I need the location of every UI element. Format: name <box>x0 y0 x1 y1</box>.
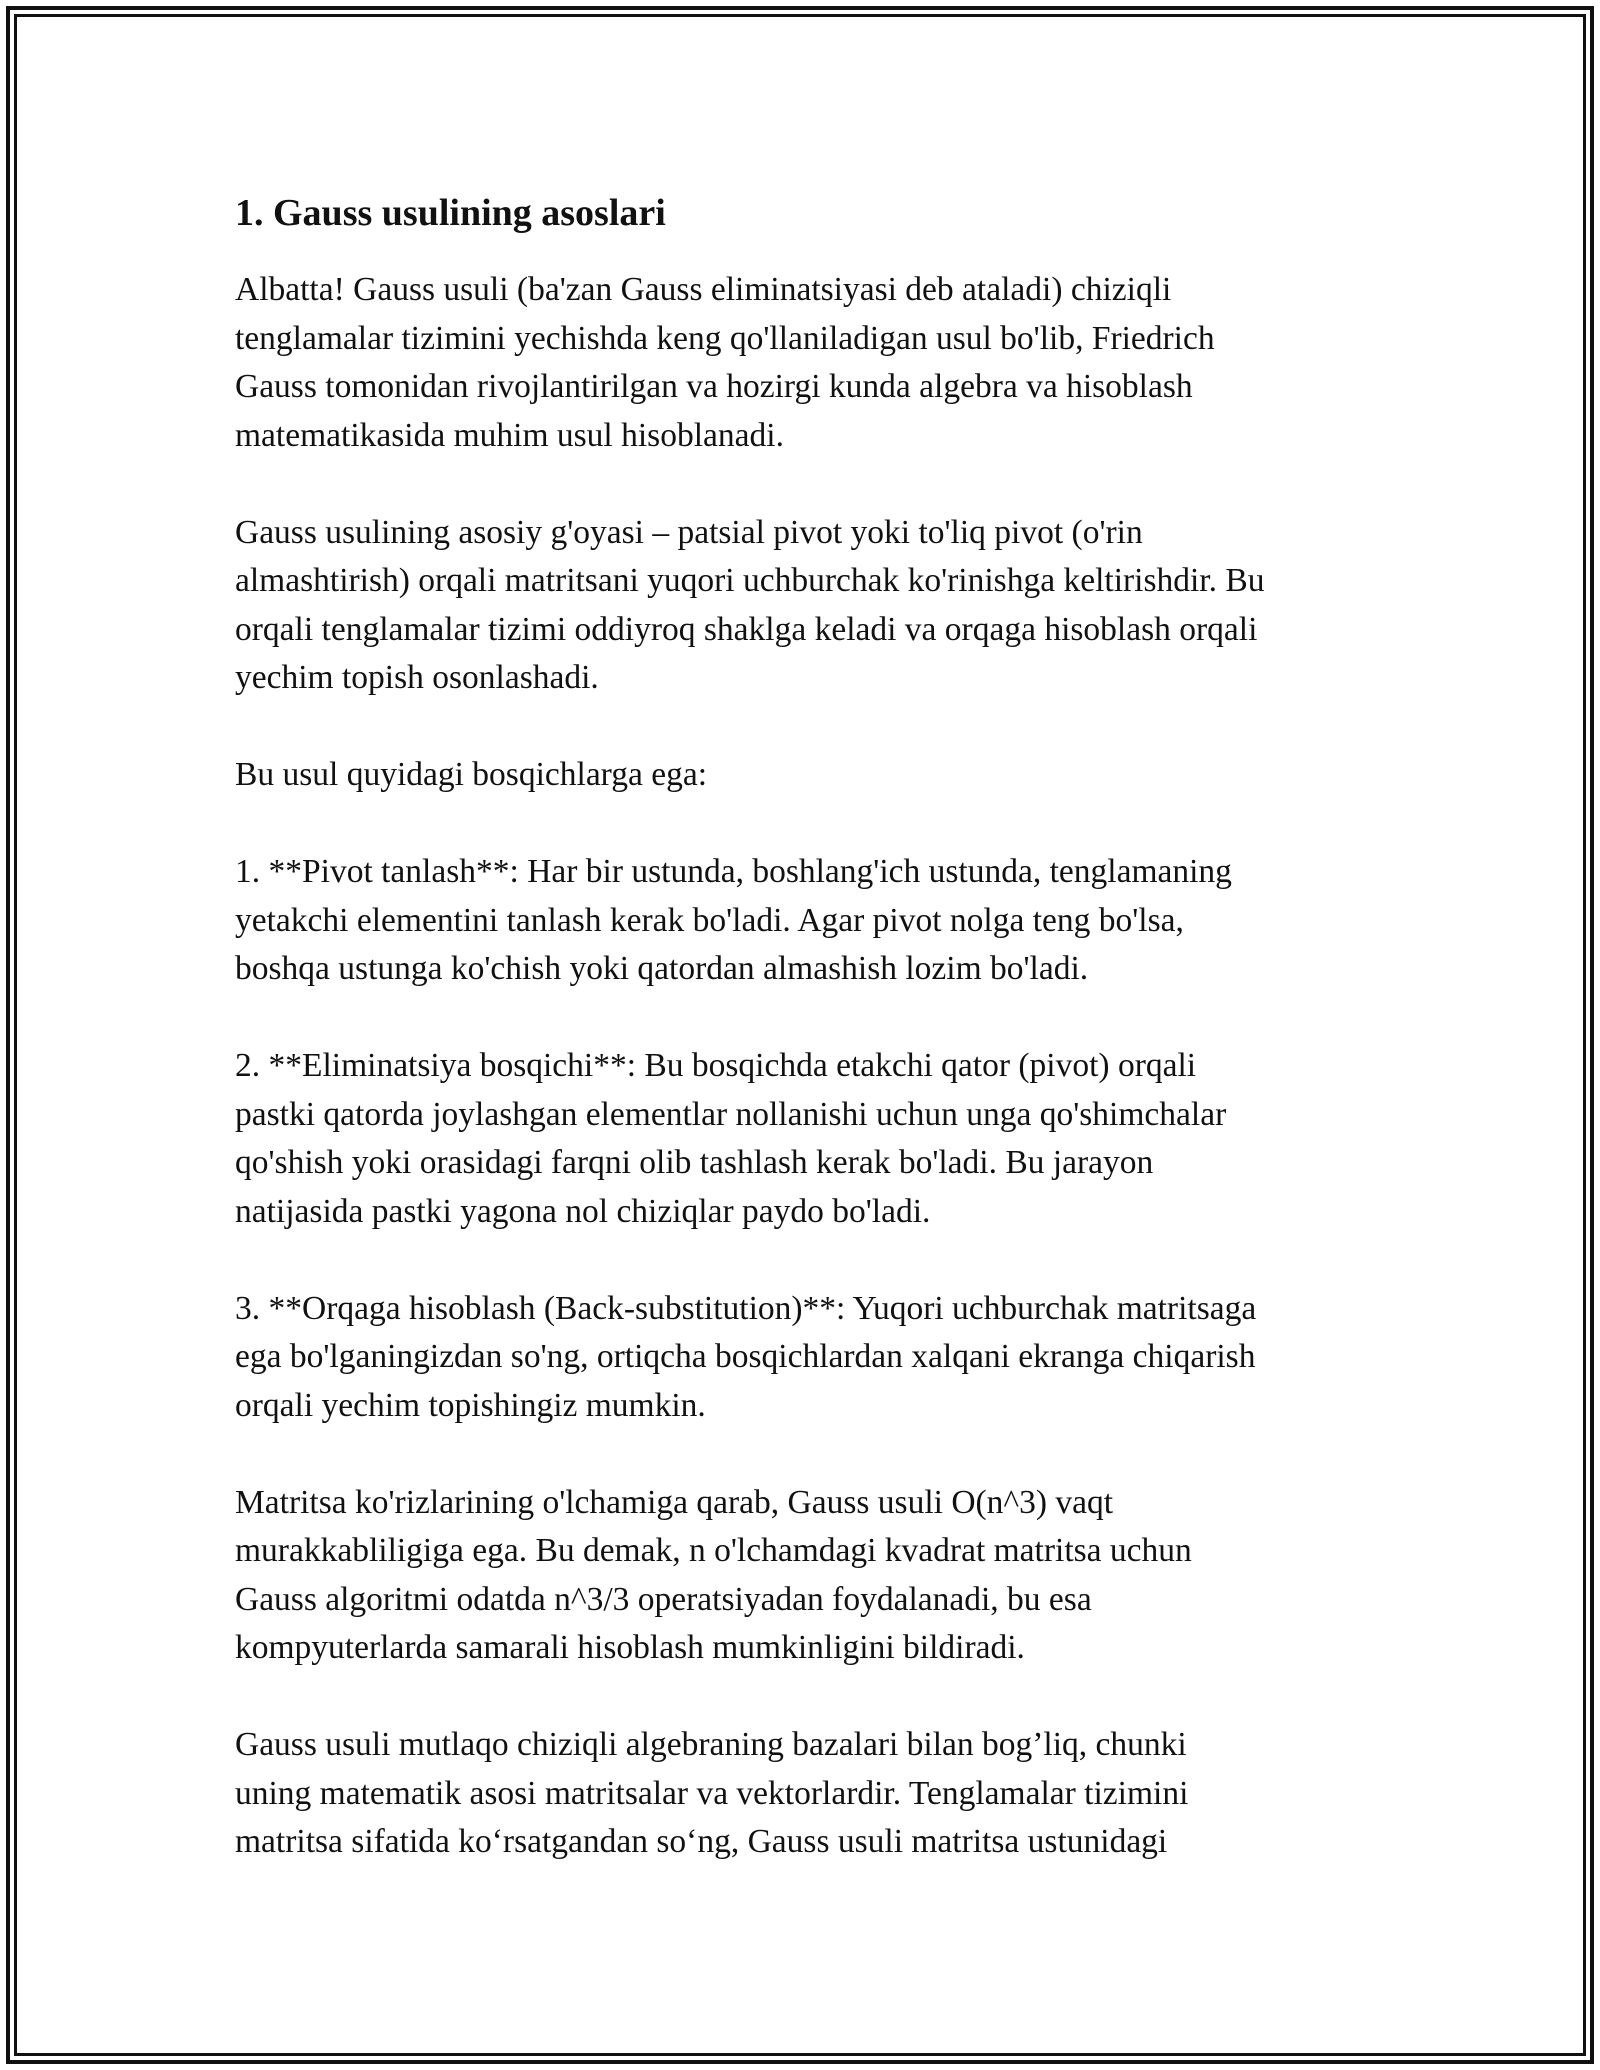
document-page <box>235 186 1375 1867</box>
section-title: 1. Gauss usulining asoslari <box>235 192 666 234</box>
document-body-text: Albatta! Gauss usuli (ba'zan Gauss eliminatsiyasi deb ataladi) chiziqli tenglamalar tizimini yechishda keng qo'llaniladigan usul bo'lib, Friedrich Gauss tomonidan rivojlantirilgan va hozirgi kunda algebra va hisoblash matematikasida muhim usul hisoblanadi. Gauss usulining asosiy g'oyasi – patsial pivot yoki to'liq pivot (o'rin almashtirish) orqali matritsani yuqori uchburchak ko'rinishga keltirishdir. Bu orqali tenglamalar tizimi oddiyroq shaklga keladi va orqaga hisoblash orqali yechim topish osonlashadi. Bu usul quyidagi bosqichlarga ega: 1. **Pivot tanlash**: Har bir ustunda, boshlang'ich ustunda, tenglamaning yetakchi elementini tanlash kerak bo'ladi. Agar pivot nolga teng bo'lsa, boshqa ustunga ko'chish yoki qatordan almashish lozim bo'ladi. 2. **Eliminatsiya bosqichi**: Bu bosqichda etakchi qator (pivot) orqali pastki qatorda joylashgan elementlar nollanishi uchun unga qo'shimchalar qo'shish yoki orasidagi farqni olib tashlash kerak bo'ladi. Bu jarayon natijasida pastki yagona nol chiziqlar paydo bo'ladi. 3. **Orqaga hisoblash (Back-substitution)**: Yuqori uchburchak matritsaga ega bo'lganingizdan so'ng, ortiqcha bosqichlardan xalqani ekranga chiqarish orqali yechim topishingiz mumkin. Matritsa ko'rizlarining o'lchamiga qarab, Gauss usuli O(n^3) vaqt murakkabliligiga ega. Bu demak, n o'lchamdagi kvadrat matritsa uchun Gauss algoritmi odatda n^3/3 operatsiyadan foydalanadi, bu esa kompyuterlarda samarali hisoblash mumkinligini bildiradi. Gauss usuli mutlaqo chiziqli algebraning bazalari bilan bog’liq, chunki uning matematik asosi matritsalar va vektorlardir. Tenglamalar tizimini matritsa sifatida ko‘rsatgandan so‘ng, Gauss usuli matritsa ustunidagi <box>235 271 1265 1860</box>
